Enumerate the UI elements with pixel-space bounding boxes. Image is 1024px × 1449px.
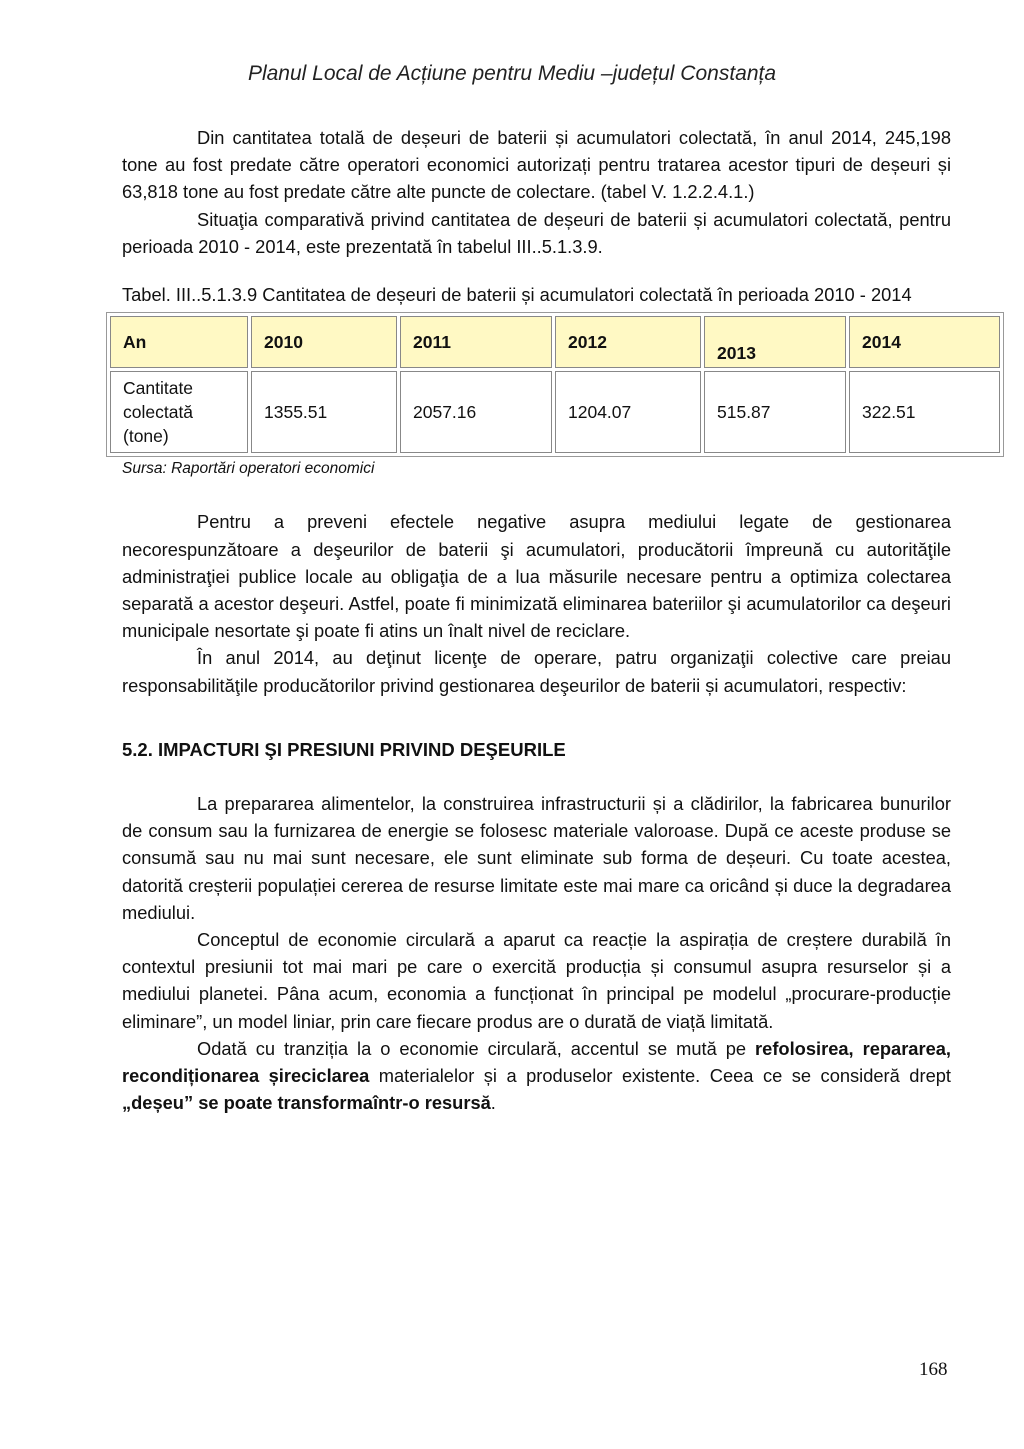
table-row [110,371,1000,453]
table-caption: Tabel. III..5.1.3.9 Cantitatea de deșeuri de baterii și acumulatori colectată în perioada 2010 - 2014 [122,284,912,306]
table-source: Sursa: Raportări operatori economici [122,460,375,478]
paragraph-7-text-1: Odată cu tranziția la o economie circulară, accentul se mută pe [197,1037,756,1059]
header-cell-2013: 2013 [704,316,846,368]
paragraph-4: În anul 2014, au deţinut licenţe de operare, patru organizaţii colective care preiau responsabilităţile producătorilor privind gestionarea deşeurilor de baterii și acumulatori, respectiv: [122,647,951,696]
header-cell-2010: 2010 [251,316,397,368]
page-number: 168 [919,1359,948,1380]
header-cell-2012: 2012 [555,316,701,368]
section-heading: 5.2. IMPACTURI ŞI PRESIUNI PRIVIND DEŞEURILE [122,738,566,760]
value-cell-2011: 2057.16 [400,371,552,453]
table-header-row [110,316,1000,368]
value-cell-2014: 322.51 [849,371,1000,453]
row-label-cantitate: Cantitate colectată (tone) [110,371,248,453]
battery-waste-table [106,312,1004,457]
paragraph-6: Conceptul de economie circulară a aparut ca reacție la aspirația de creștere durabilă în contextul presiunii tot mai mari pe care o exercită producția și consumul asupra resurselor și a mediului planetei. Pâna acum, economia a funcționat în principal pe modelul „procurare-producție eliminare”, un model liniar, prin care fiecare produs are o durată de viață limitată. [122,929,951,1032]
page-header: Planul Local de Acțiune pentru Mediu –județul Constanța [247,62,777,85]
paragraph-1: Din cantitatea totală de deșeuri de baterii și acumulatori colectată, în anul 2014, 245,198 tone au fost predate către operatori economici autorizați pentru tratarea acestor tipuri de deșeuri și 63,818 tone au fost predate către alte puncte de colectare. (tabel V. 1.2.2.4.1.) [122,127,951,203]
paragraph-7-text-3: . [490,1092,496,1114]
header-cell-2014: 2014 [849,316,1000,368]
paragraph-5: La prepararea alimentelor, la construirea infrastructurii și a clădirilor, la fabricarea bunurilor de consum sau la furnizarea de energie se folosesc materiale valoroase. După ce aceste produse se consumă sau nu mai sunt necesare, ele sunt eliminate sub forma de deșeuri. Cu toate acestea, datorită creșterii populației cererea de resurse limitate este mai mare ca oricând și duce la degradarea mediului. [122,793,951,923]
paragraph-7 [122,1035,951,1117]
paragraph-2: Situaţia comparativă privind cantitatea de deșeuri de baterii și acumulatori colectată, pentru perioada 2010 - 2014, este prezentată în tabelul III..5.1.3.9. [122,208,951,257]
header-cell-an: An [110,316,248,368]
paragraph-3: Pentru a preveni efectele negative asupra mediului legate de gestionarea necorespunzătoare a deşeurilor de baterii şi acumulatori, producătorii împreună cu autorităţile administraţiei publice locale au obligaţia de a lua măsurile necesare pentru a optimiza colectarea separată a acestor deşeuri. Astfel, poate fi minimizată eliminarea bateriilor şi acumulatorilor ca deşeuri municipale nesortate şi poate fi atins un înalt nivel de reciclare. [122,511,951,642]
value-cell-2013: 515.87 [704,371,846,453]
paragraph-7-bold-2: „deșeu” se poate transformaîntr-o resursă [122,1092,491,1114]
paragraph-7-text-2: materialelor și a produselor existente. Ceea ce se consideră drept [369,1065,951,1087]
value-cell-2012: 1204.07 [555,371,701,453]
document-body [122,124,951,1116]
value-cell-2010: 1355.51 [251,371,397,453]
header-cell-2011: 2011 [400,316,552,368]
paragraph-7-bold-1: refolosirea, repararea, recondiționarea șireciclarea [122,1037,952,1087]
